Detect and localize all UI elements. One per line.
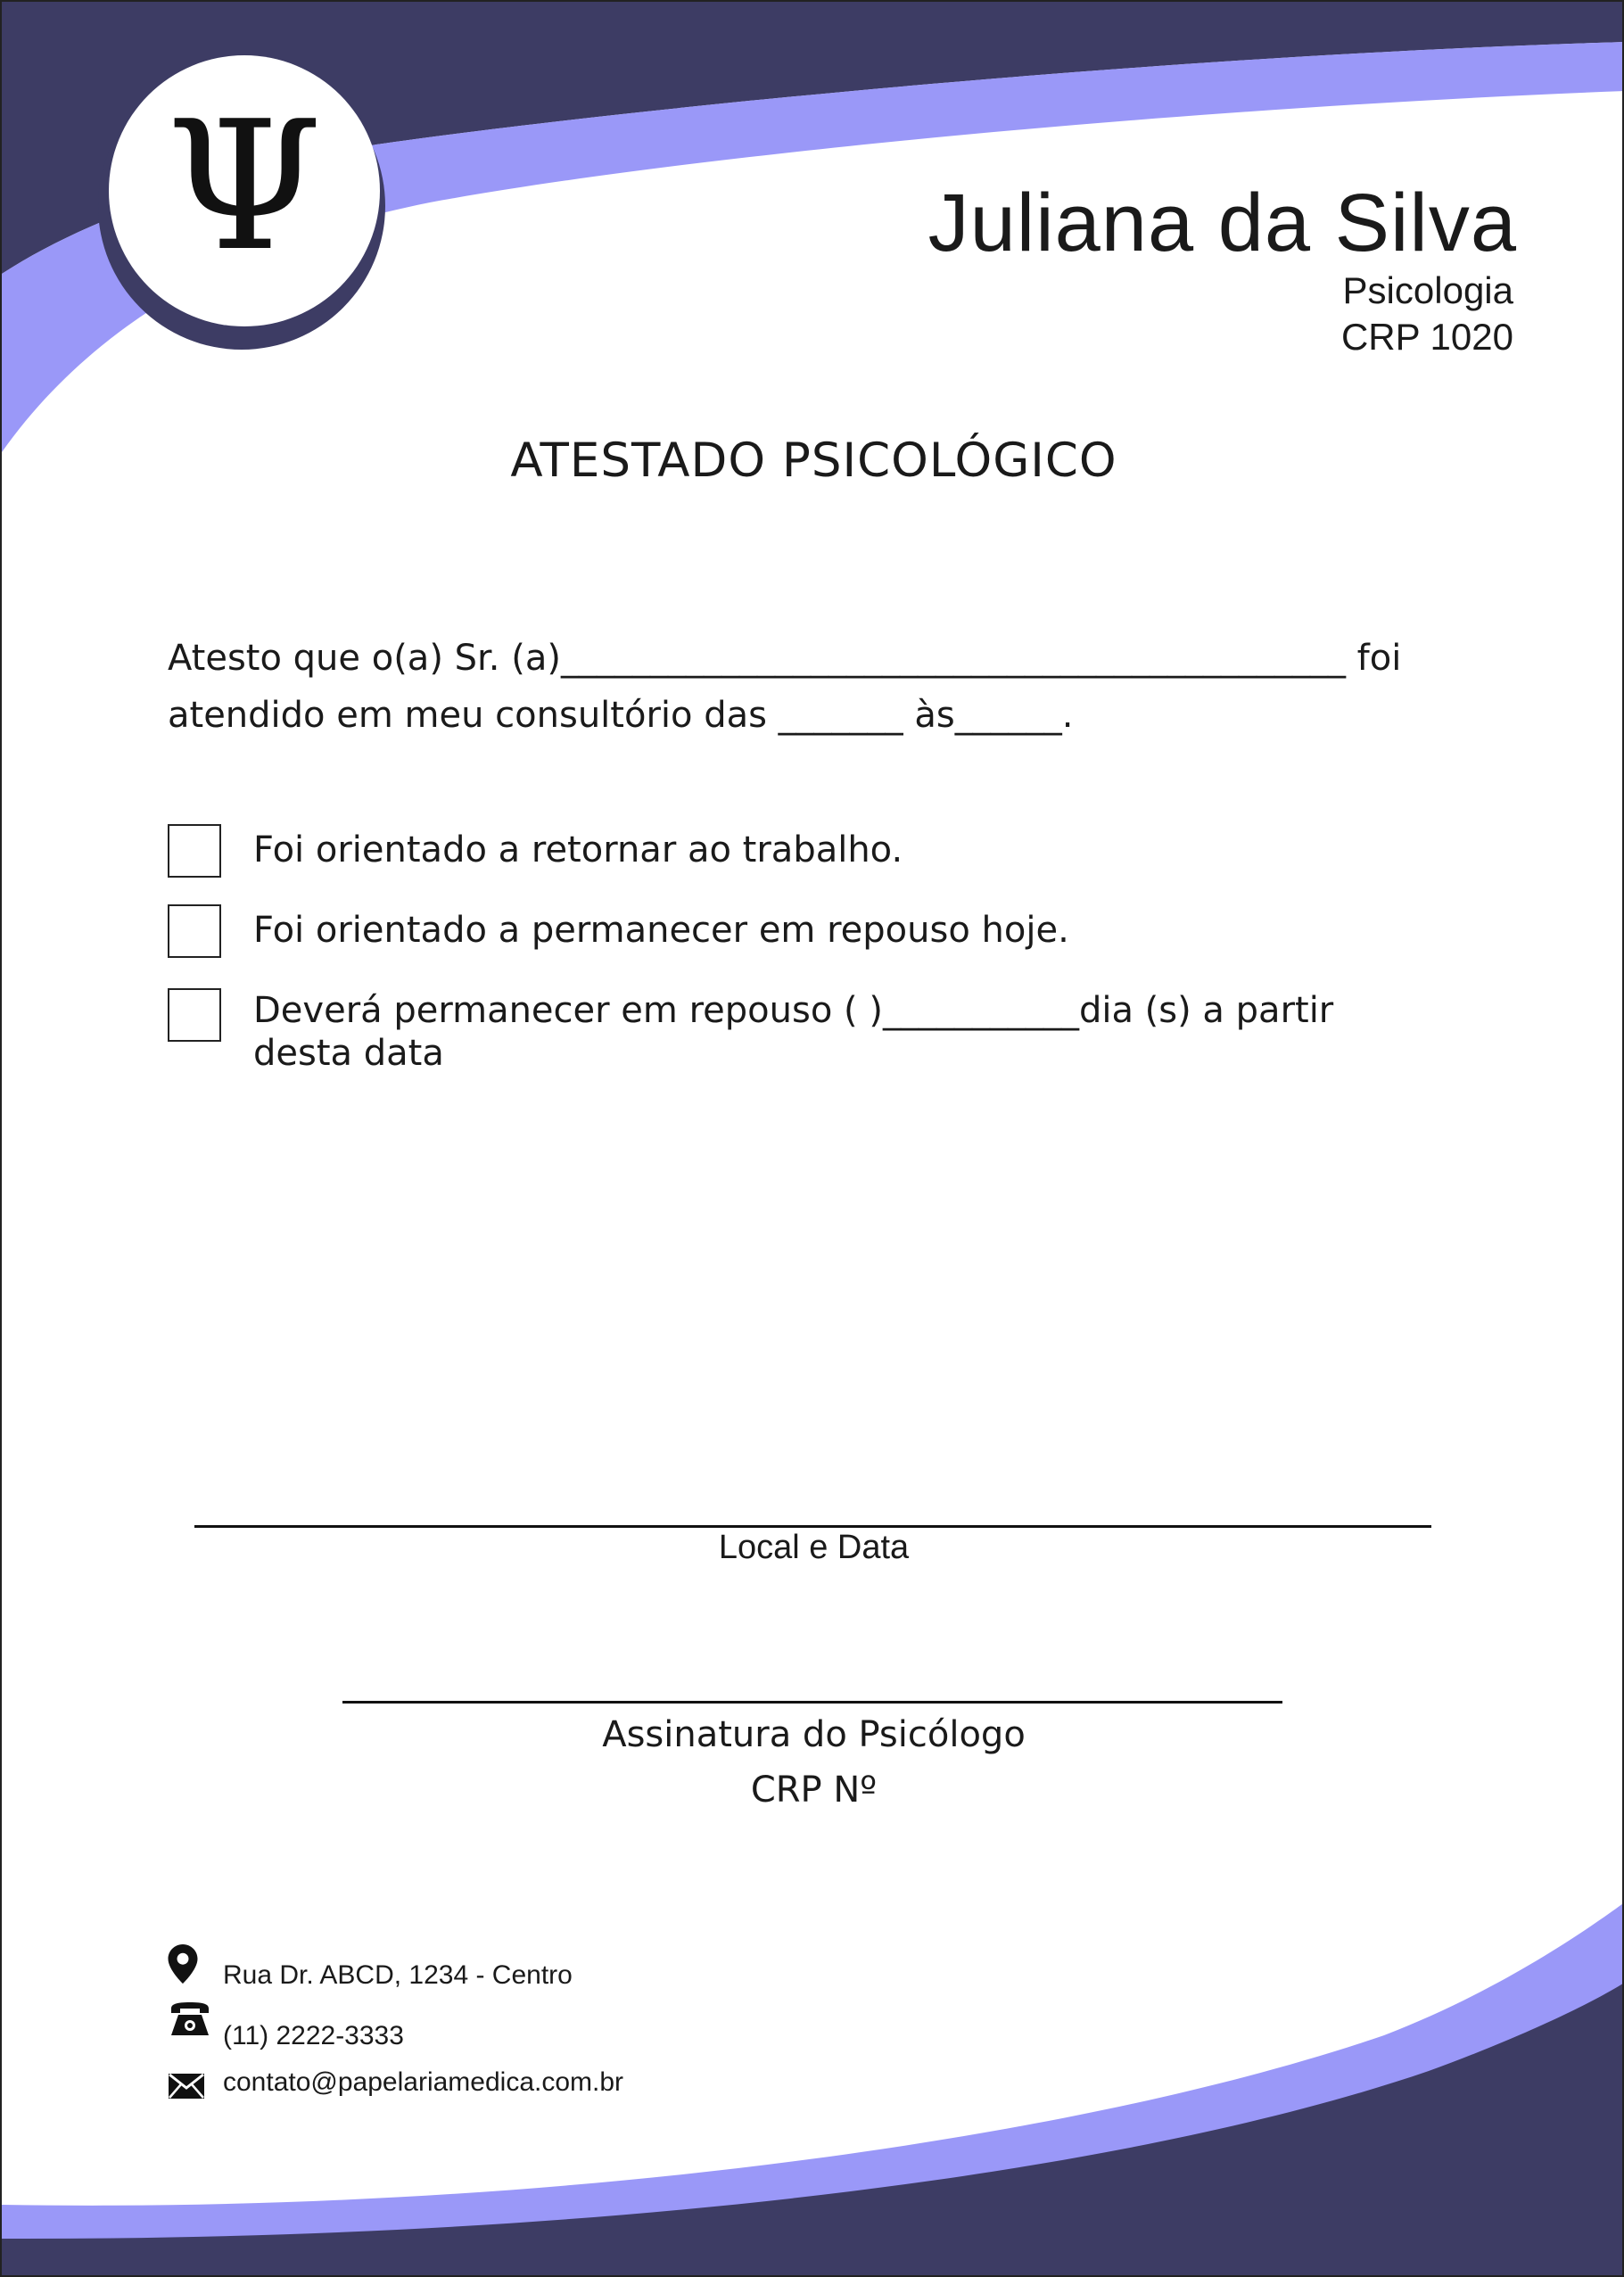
crp-number: CRP 1020	[1340, 316, 1513, 358]
attestation-line-1: Atesto que o(a) Sr. (a)____________________________________________ foi	[168, 638, 1402, 679]
crp-label: CRP Nº	[750, 1770, 878, 1811]
psi-symbol: Ψ	[166, 83, 323, 291]
option-label-continued: desta data	[253, 1033, 444, 1074]
option-label: Foi orientado a permanecer em repouso hoje.	[253, 910, 1069, 951]
address-text: Rua Dr. ABCD, 1234 - Centro	[223, 1960, 573, 1990]
attestation-text	[168, 630, 1496, 744]
phone-text: (11) 2222-3333	[223, 2021, 404, 2050]
psychologist-name: Juliana da Silva	[927, 177, 1517, 268]
logo	[109, 55, 380, 326]
email-text: contato@papelariamedica.com.br	[223, 2067, 624, 2097]
telephone-icon	[168, 2001, 212, 2037]
signature-label: Assinatura do Psicólogo	[602, 1714, 1026, 1755]
option-label: Foi orientado a retornar ao trabalho.	[253, 829, 903, 870]
signature-line	[342, 1701, 1282, 1704]
checkbox-rest-today[interactable]	[168, 904, 221, 958]
option-label: Deverá permanecer em repouso ( )___________dia (s) a partir	[253, 990, 1334, 1031]
checkbox-return-work[interactable]	[168, 824, 221, 878]
attestation-line-2: atendido em meu consultório das _______ às______.	[168, 695, 1074, 736]
local-date-label: Local e Data	[718, 1529, 910, 1566]
specialty: Psicologia	[1342, 269, 1513, 311]
location-pin-icon	[168, 1944, 198, 1984]
local-date-line	[194, 1525, 1431, 1528]
document-title: ATESTADO PSICOLÓGICO	[510, 433, 1117, 488]
checkbox-rest-days[interactable]	[168, 988, 221, 1042]
envelope-icon	[168, 2073, 205, 2100]
